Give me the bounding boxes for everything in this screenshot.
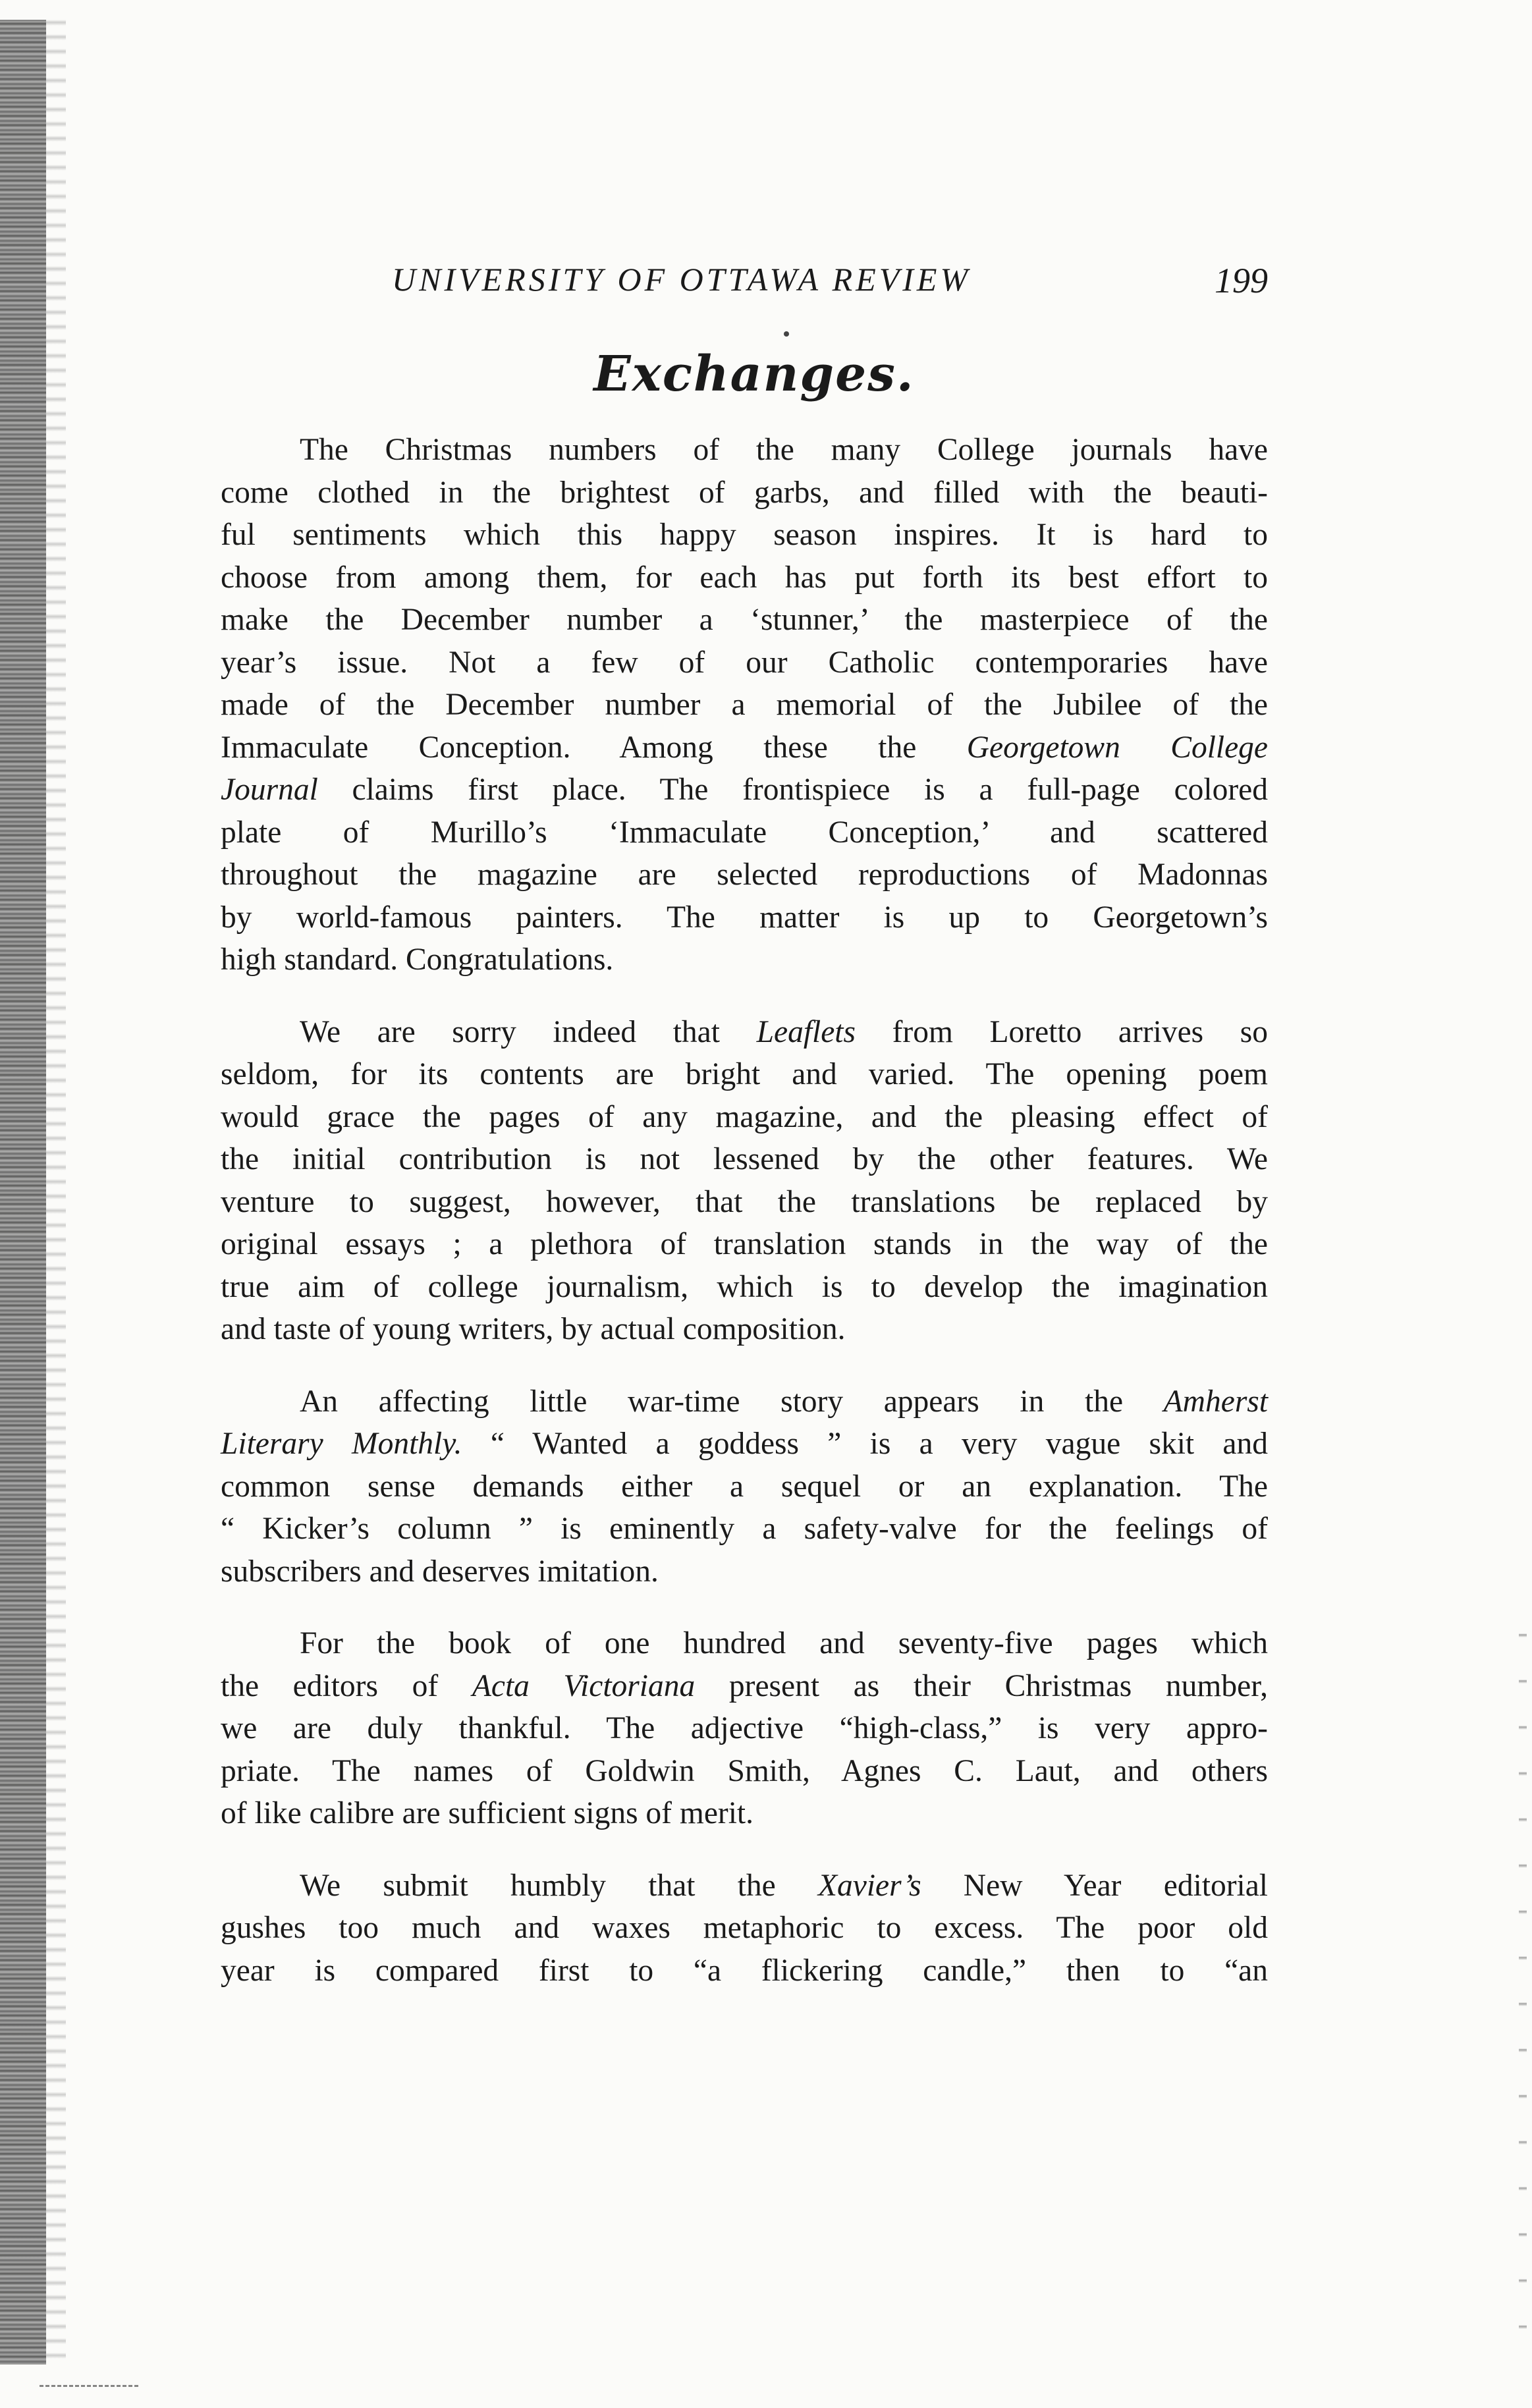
text-run: “ Kicker’s column ” is eminently a safety-valve for the feelings of bbox=[221, 1512, 1268, 1546]
text-line bbox=[221, 1181, 1268, 1224]
text-line bbox=[221, 1138, 1268, 1181]
text-run: common sense demands either a sequel or an explanation. The bbox=[221, 1469, 1268, 1504]
text-line bbox=[221, 684, 1268, 726]
text-run: of like calibre are sufficient signs of merit. bbox=[221, 1796, 753, 1830]
text-run: seldom, for its contents are bright and varied. The opening poem bbox=[221, 1057, 1268, 1091]
section-title: Exchanges. bbox=[593, 346, 915, 402]
text-run: claims first place. The frontispiece is a full-page colored bbox=[317, 773, 1268, 807]
text-line bbox=[221, 1950, 1268, 1992]
text-line bbox=[221, 1750, 1268, 1793]
text-run: the initial contribution is not lessened by the other features. We bbox=[221, 1142, 1268, 1176]
text-run: We submit humbly that the bbox=[300, 1868, 819, 1903]
text-line bbox=[221, 472, 1268, 514]
italic-title: Acta Victoriana bbox=[472, 1668, 696, 1703]
text-line bbox=[221, 1096, 1268, 1139]
text-run: ful sentiments which this happy season inspires. It is hard to bbox=[221, 518, 1268, 552]
text-run: New Year editorial bbox=[921, 1868, 1269, 1903]
text-run: year’s issue. Not a few of our Catholic contemporaries have bbox=[221, 645, 1268, 680]
text-run: come clothed in the brightest of garbs, and filled with the beauti- bbox=[221, 475, 1268, 510]
text-line bbox=[221, 1308, 1268, 1351]
text-line bbox=[221, 1423, 1268, 1465]
text-line bbox=[221, 1053, 1268, 1096]
text-run: choose from among them, for each has put forth its best effort to bbox=[221, 560, 1268, 595]
italic-title: Journal bbox=[221, 773, 318, 807]
text-line bbox=[221, 1707, 1268, 1750]
text-run: by world-famous painters. The matter is up to Georgetown’s bbox=[221, 900, 1268, 935]
italic-title: Amherst bbox=[1163, 1384, 1268, 1419]
text-run: Immaculate Conception. Among these the bbox=[221, 730, 967, 765]
text-run: year is compared first to “a flickering candle,” then to “an bbox=[221, 1953, 1268, 1988]
text-line bbox=[221, 1665, 1268, 1708]
text-run: priate. The names of Goldwin Smith, Agnes C. Laut, and others bbox=[221, 1753, 1268, 1788]
text-line bbox=[221, 1266, 1268, 1309]
text-run: true aim of college journalism, which is to develop the imagination bbox=[221, 1269, 1268, 1304]
text-run: throughout the magazine are selected reproductions of Madonnas bbox=[221, 858, 1268, 892]
text-run: from Loretto arrives so bbox=[855, 1014, 1268, 1049]
scan-bottom-mark bbox=[40, 2381, 138, 2387]
text-line bbox=[221, 1223, 1268, 1266]
text-line bbox=[221, 939, 1268, 981]
text-line bbox=[221, 769, 1268, 811]
text-line bbox=[221, 642, 1268, 684]
text-line bbox=[221, 1792, 1268, 1835]
text-line bbox=[221, 896, 1268, 939]
running-head bbox=[221, 260, 1268, 313]
text-run: subscribers and deserves imitation. bbox=[221, 1554, 659, 1589]
journal-page bbox=[221, 260, 1268, 1992]
text-line bbox=[221, 726, 1268, 769]
text-run: plate of Murillo’s ‘Immaculate Conception,’ and scattered bbox=[221, 815, 1268, 850]
text-run: present as their Christmas number, bbox=[695, 1668, 1268, 1703]
text-line bbox=[221, 429, 1268, 472]
text-line bbox=[221, 1907, 1268, 1950]
scanned-binding-edge bbox=[0, 20, 46, 2365]
heading-ornament-dot bbox=[784, 331, 789, 337]
paragraph bbox=[221, 1011, 1268, 1351]
text-run: make the December number a ‘stunner,’ the masterpiece of the bbox=[221, 603, 1268, 637]
text-line bbox=[221, 1550, 1268, 1593]
text-run: An affecting little war-time story appears in the bbox=[300, 1384, 1164, 1419]
paragraph bbox=[221, 429, 1268, 981]
text-line bbox=[221, 1381, 1268, 1423]
text-run: we are duly thankful. The adjective “high-class,” is very appro- bbox=[221, 1711, 1268, 1745]
italic-title: Leaflets bbox=[756, 1014, 856, 1049]
text-run: high standard. Congratulations. bbox=[221, 943, 614, 977]
text-run: made of the December number a memorial of the Jubilee of the bbox=[221, 688, 1268, 722]
paragraph bbox=[221, 1381, 1268, 1593]
text-run: “ Wanted a goddess ” is a very vague skit and bbox=[462, 1427, 1268, 1461]
text-line bbox=[221, 1465, 1268, 1508]
text-line bbox=[221, 1011, 1268, 1054]
text-run: The Christmas numbers of the many College journals have bbox=[300, 433, 1268, 467]
scan-speckle-marks bbox=[1519, 1614, 1527, 2371]
paragraph bbox=[221, 1622, 1268, 1835]
text-run: For the book of one hundred and seventy-five pages which bbox=[300, 1626, 1268, 1660]
text-line bbox=[221, 599, 1268, 642]
text-line bbox=[221, 1622, 1268, 1665]
text-run: gushes too much and waxes metaphoric to excess. The poor old bbox=[221, 1911, 1268, 1945]
text-run: would grace the pages of any magazine, and the pleasing effect of bbox=[221, 1099, 1268, 1134]
text-line bbox=[221, 1508, 1268, 1550]
italic-title: Literary Monthly. bbox=[221, 1427, 462, 1461]
text-run: We are sorry indeed that bbox=[300, 1014, 757, 1049]
text-run: the editors of bbox=[221, 1668, 472, 1703]
paragraph bbox=[221, 1865, 1268, 1992]
text-line bbox=[221, 1865, 1268, 1907]
text-run: original essays ; a plethora of translation stands in the way of the bbox=[221, 1227, 1268, 1261]
text-line bbox=[221, 557, 1268, 599]
running-title: UNIVERSITY OF OTTAWA REVIEW bbox=[392, 261, 971, 298]
article-body bbox=[221, 429, 1268, 1992]
text-run: venture to suggest, however, that the translations be replaced by bbox=[221, 1184, 1268, 1219]
italic-title: Xavier’s bbox=[818, 1868, 921, 1903]
italic-title: Georgetown College bbox=[966, 730, 1268, 765]
page-number: 199 bbox=[1215, 261, 1268, 300]
text-line bbox=[221, 514, 1268, 557]
text-line bbox=[221, 854, 1268, 896]
text-line bbox=[221, 811, 1268, 854]
text-run: and taste of young writers, by actual composition. bbox=[221, 1312, 846, 1346]
